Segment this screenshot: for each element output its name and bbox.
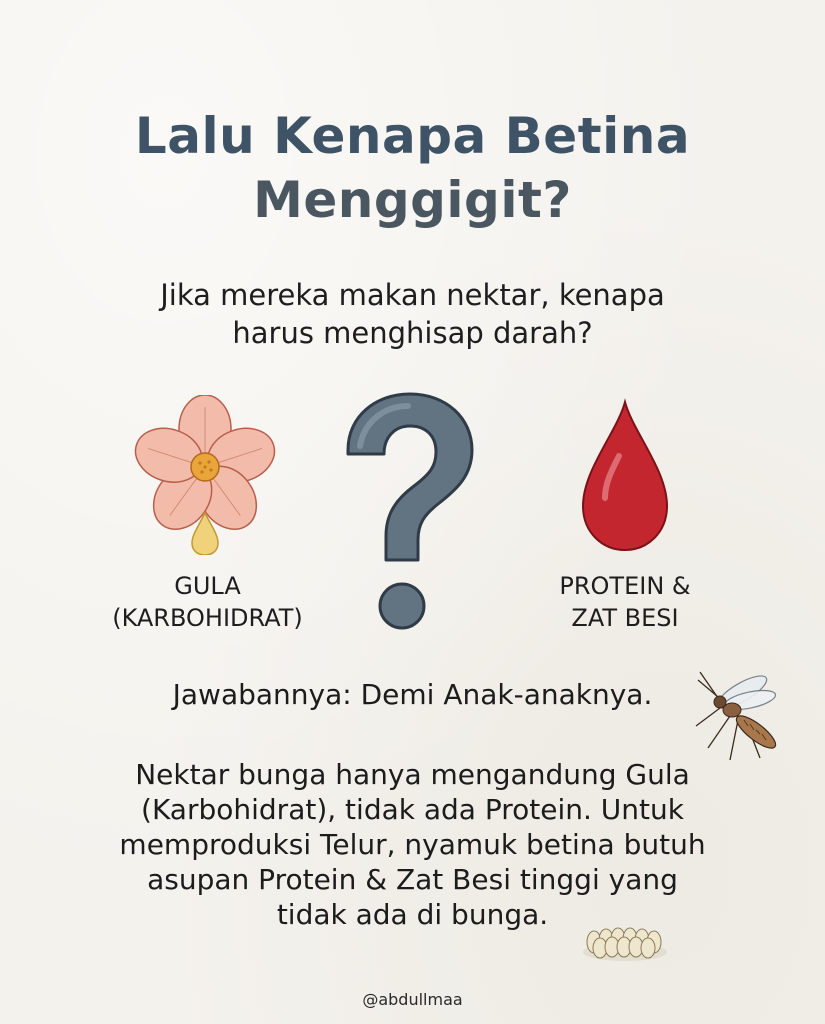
explanation-line-1: Nektar bunga hanya mengandung Gula: [135, 758, 690, 791]
label-protein-line-2: ZAT BESI: [571, 604, 679, 632]
label-protein-line-1: PROTEIN &: [559, 572, 691, 600]
title-line-1: Lalu Kenapa Betina: [134, 107, 691, 165]
mosquito-icon: [690, 668, 790, 768]
subtitle-line-2: harus menghisap darah?: [232, 316, 593, 350]
blood-drop-icon: [575, 398, 675, 553]
label-protein: [540, 570, 710, 634]
author-handle: @abdullmaa: [362, 990, 463, 1009]
flower-nectar-icon: [130, 395, 280, 555]
explanation-line-2: (Karbohidrat), tidak ada Protein. Untuk: [141, 793, 684, 826]
title-line-2: Menggigit?: [253, 171, 572, 229]
label-sugar: [95, 570, 320, 634]
answer-text: Jawabannya: Demi Anak-anaknya.: [172, 678, 653, 711]
label-sugar-line-1: GULA: [174, 572, 241, 600]
subtitle-line-1: Jika mereka makan nektar, kenapa: [160, 278, 665, 312]
explanation-line-3: memproduksi Telur, nyamuk betina butuh: [119, 828, 706, 861]
page-title: [0, 104, 825, 232]
label-sugar-line-2: (KARBOHIDRAT): [112, 604, 303, 632]
explanation-line-5: tidak ada di bunga.: [276, 898, 549, 931]
mosquito-eggs-icon: [580, 918, 670, 966]
explanation-text: [0, 757, 825, 932]
question-mark-icon: [330, 388, 480, 638]
explanation-line-4: asupan Protein & Zat Besi tinggi yang: [147, 863, 678, 896]
subtitle: [0, 276, 825, 352]
